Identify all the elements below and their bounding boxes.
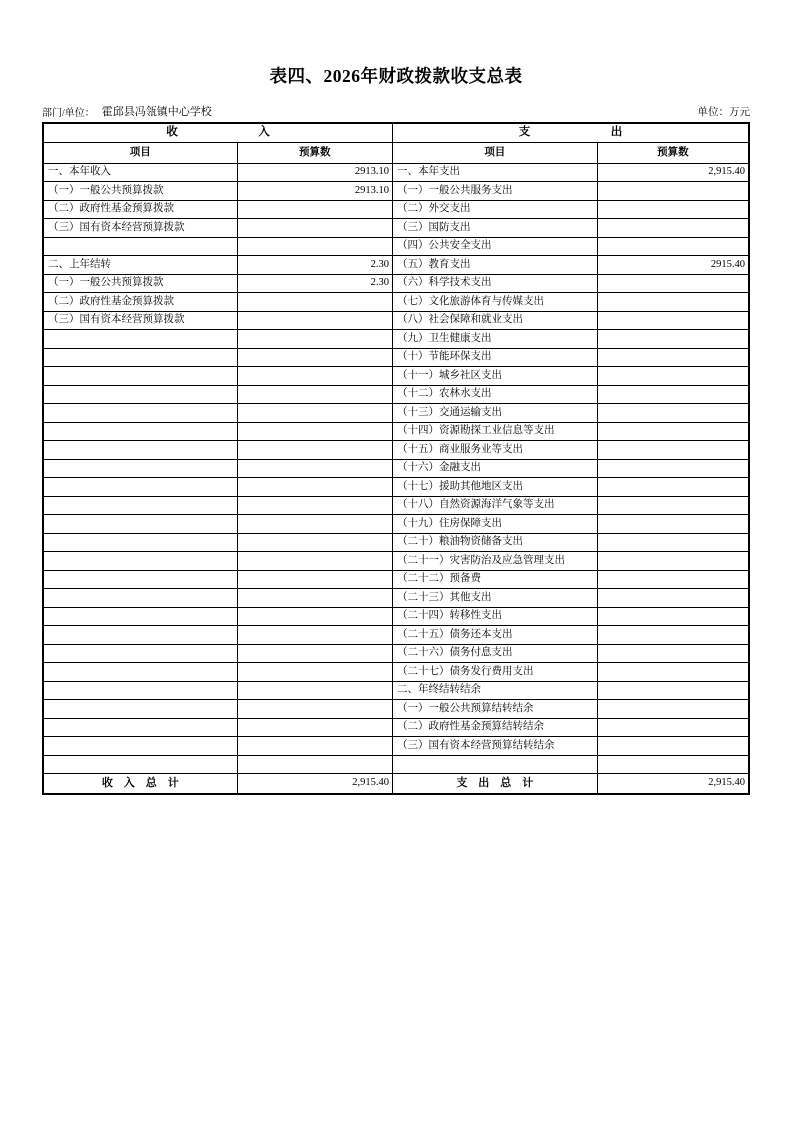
table-row — [43, 459, 749, 478]
table-row — [43, 274, 749, 293]
table-row — [43, 367, 749, 386]
income-item-cell: （三）国有资本经营预算拨款 — [43, 311, 237, 330]
income-budget-cell — [237, 348, 392, 367]
table-row — [43, 256, 749, 275]
table-row — [43, 552, 749, 571]
income-budget-cell — [237, 330, 392, 349]
income-budget-cell — [237, 441, 392, 460]
expense-item-cell: （十八）自然资源海洋气象等支出 — [392, 496, 597, 515]
table-row — [43, 663, 749, 682]
income-budget-cell — [237, 718, 392, 737]
table-row — [43, 570, 749, 589]
income-item-cell — [43, 607, 237, 626]
table-row — [43, 330, 749, 349]
income-item-cell — [43, 681, 237, 700]
page-title: 表四、2026年财政拨款收支总表 — [269, 66, 523, 86]
income-item-cell — [43, 570, 237, 589]
expense-item-cell: （二十六）债务付息支出 — [392, 644, 597, 663]
expense-budget-cell — [597, 626, 749, 645]
income-budget-cell — [237, 478, 392, 497]
expense-total-label: 支 出 总 计 — [392, 774, 597, 794]
income-budget-cell — [237, 459, 392, 478]
expense-item-cell: （十一）城乡社区支出 — [392, 367, 597, 386]
department-value: 霍邱县冯瓴镇中心学校 — [101, 106, 212, 118]
income-budget-cell — [237, 385, 392, 404]
meta-row — [42, 103, 750, 119]
expense-item-cell: （十）节能环保支出 — [392, 348, 597, 367]
income-item-cell: （二）政府性基金预算拨款 — [43, 200, 237, 219]
expense-item-cell — [392, 755, 597, 774]
income-item-cell — [43, 533, 237, 552]
expense-item-cell: （二十四）转移性支出 — [392, 607, 597, 626]
income-item-cell — [43, 422, 237, 441]
expense-budget-cell — [597, 219, 749, 238]
expense-budget-cell — [597, 478, 749, 497]
expense-budget-cell — [597, 348, 749, 367]
expense-budget-cell — [597, 644, 749, 663]
expense-item-cell: （二十）粮油物资储备支出 — [392, 533, 597, 552]
expense-budget-cell: 2,915.40 — [597, 163, 749, 182]
expense-item-cell: （十五）商业服务业等支出 — [392, 441, 597, 460]
expense-budget-cell — [597, 737, 749, 756]
income-budget-cell — [237, 496, 392, 515]
table-row — [43, 348, 749, 367]
income-item-cell: 一、本年收入 — [43, 163, 237, 182]
income-item-cell — [43, 496, 237, 515]
expense-budget-cell: 2915.40 — [597, 256, 749, 275]
income-item-cell: 二、上年结转 — [43, 256, 237, 275]
expense-budget-cell — [597, 755, 749, 774]
income-item-cell — [43, 700, 237, 719]
expense-budget-cell — [597, 441, 749, 460]
table-row — [43, 441, 749, 460]
income-budget-cell — [237, 644, 392, 663]
table-row — [43, 237, 749, 256]
expense-total-value: 2,915.40 — [597, 774, 749, 794]
income-item-cell — [43, 515, 237, 534]
income-item-cell — [43, 348, 237, 367]
expense-budget-cell — [597, 182, 749, 201]
expense-budget-cell — [597, 718, 749, 737]
column-header-row — [43, 142, 749, 163]
expense-budget-cell — [597, 385, 749, 404]
income-budget-cell — [237, 367, 392, 386]
income-item-cell — [43, 459, 237, 478]
income-budget-cell — [237, 533, 392, 552]
expense-item-cell: （八）社会保障和就业支出 — [392, 311, 597, 330]
expense-item-cell: （十三）交通运输支出 — [392, 404, 597, 423]
table-row — [43, 422, 749, 441]
expense-budget-cell — [597, 404, 749, 423]
income-item-cell — [43, 367, 237, 386]
income-item-cell — [43, 478, 237, 497]
income-item-cell: （一）一般公共预算拨款 — [43, 182, 237, 201]
income-item-cell — [43, 644, 237, 663]
expense-item-cell: （二十三）其他支出 — [392, 589, 597, 608]
total-row — [43, 774, 749, 794]
income-budget-cell — [237, 737, 392, 756]
expense-budget-cell — [597, 589, 749, 608]
department-label: 部门/单位： — [42, 108, 95, 119]
expense-budget-cell — [597, 533, 749, 552]
expense-budget-cell — [597, 293, 749, 312]
expense-budget-cell — [597, 311, 749, 330]
table-row — [43, 737, 749, 756]
income-budget-cell — [237, 552, 392, 571]
table-row — [43, 681, 749, 700]
expense-item-cell: （一）一般公共预算结转结余 — [392, 700, 597, 719]
expense-section-header: 支 出 — [392, 123, 749, 142]
expense-item-cell: （一）一般公共服务支出 — [392, 182, 597, 201]
budget-table — [42, 122, 750, 795]
expense-item-cell: （十二）农林水支出 — [392, 385, 597, 404]
expense-budget-cell — [597, 200, 749, 219]
income-budget-cell — [237, 589, 392, 608]
expense-budget-cell — [597, 496, 749, 515]
income-budget-cell — [237, 404, 392, 423]
expense-budget-cell — [597, 422, 749, 441]
table-row — [43, 607, 749, 626]
expense-budget-cell — [597, 681, 749, 700]
expense-budget-cell — [597, 274, 749, 293]
income-budget-cell — [237, 200, 392, 219]
table-footer — [43, 774, 749, 794]
expense-item-cell: （二十二）预备费 — [392, 570, 597, 589]
income-budget-cell — [237, 663, 392, 682]
income-budget-cell — [237, 311, 392, 330]
expense-item-cell: （四）公共安全支出 — [392, 237, 597, 256]
table-row — [43, 626, 749, 645]
income-item-cell — [43, 755, 237, 774]
expense-item-cell: （二十五）债务还本支出 — [392, 626, 597, 645]
section-header-row — [43, 123, 749, 142]
table-row — [43, 700, 749, 719]
expense-item-cell: （三）国有资本经营预算结转结余 — [392, 737, 597, 756]
income-item-cell — [43, 330, 237, 349]
table-row — [43, 219, 749, 238]
expense-item-cell: 一、本年支出 — [392, 163, 597, 182]
income-item-cell: （三）国有资本经营预算拨款 — [43, 219, 237, 238]
income-item-cell — [43, 718, 237, 737]
table-row — [43, 385, 749, 404]
income-item-cell — [43, 589, 237, 608]
table-row — [43, 755, 749, 774]
income-budget-cell: 2.30 — [237, 274, 392, 293]
expense-budget-cell — [597, 330, 749, 349]
expense-item-cell: （十六）金融支出 — [392, 459, 597, 478]
table-row — [43, 182, 749, 201]
expense-budget-cell — [597, 663, 749, 682]
income-budget-cell — [237, 607, 392, 626]
expense-item-cell: （十七）援助其他地区支出 — [392, 478, 597, 497]
income-total-label: 收 入 总 计 — [43, 774, 237, 794]
expense-item-cell: （二）外交支出 — [392, 200, 597, 219]
income-item-cell — [43, 441, 237, 460]
income-budget-cell: 2913.10 — [237, 163, 392, 182]
income-budget-cell — [237, 422, 392, 441]
expense-item-cell: （二）政府性基金预算结转结余 — [392, 718, 597, 737]
table-row — [43, 533, 749, 552]
table-row — [43, 478, 749, 497]
income-item-cell — [43, 237, 237, 256]
expense-budget-cell — [597, 515, 749, 534]
income-section-header: 收 入 — [43, 123, 392, 142]
income-item-cell — [43, 552, 237, 571]
expense-item-cell: （七）文化旅游体育与传媒支出 — [392, 293, 597, 312]
unit-label: 单位：万元 — [697, 107, 750, 118]
table-row — [43, 293, 749, 312]
income-item-cell: （二）政府性基金预算拨款 — [43, 293, 237, 312]
income-budget-cell — [237, 515, 392, 534]
expense-item-cell: （二十一）灾害防治及应急管理支出 — [392, 552, 597, 571]
expense-budget-cell — [597, 237, 749, 256]
table-row — [43, 589, 749, 608]
expense-budget-cell — [597, 700, 749, 719]
table-row — [43, 515, 749, 534]
income-item-cell — [43, 737, 237, 756]
expense-budget-cell — [597, 459, 749, 478]
income-item-cell — [43, 626, 237, 645]
expense-item-cell: （六）科学技术支出 — [392, 274, 597, 293]
table-row — [43, 718, 749, 737]
expense-item-cell: 二、年终结转结余 — [392, 681, 597, 700]
income-total-value: 2,915.40 — [237, 774, 392, 794]
income-item-column-header: 项目 — [43, 142, 237, 163]
table-row — [43, 404, 749, 423]
expense-budget-cell — [597, 552, 749, 571]
income-item-cell — [43, 385, 237, 404]
expense-item-cell: （五）教育支出 — [392, 256, 597, 275]
expense-budget-cell — [597, 570, 749, 589]
income-budget-cell: 2.30 — [237, 256, 392, 275]
income-budget-cell: 2913.10 — [237, 182, 392, 201]
expense-item-cell: （十九）住房保障支出 — [392, 515, 597, 534]
table-row — [43, 311, 749, 330]
table-row — [43, 496, 749, 515]
expense-item-cell: （九）卫生健康支出 — [392, 330, 597, 349]
table-row — [43, 644, 749, 663]
table-row — [43, 163, 749, 182]
income-budget-cell — [237, 700, 392, 719]
income-budget-cell — [237, 755, 392, 774]
income-item-cell — [43, 404, 237, 423]
expense-budget-column-header: 预算数 — [597, 142, 749, 163]
income-budget-cell — [237, 219, 392, 238]
income-item-cell: （一）一般公共预算拨款 — [43, 274, 237, 293]
department-line — [42, 103, 212, 119]
expense-item-cell: （十四）资源勘探工业信息等支出 — [392, 422, 597, 441]
table-header — [43, 123, 749, 163]
table-row — [43, 200, 749, 219]
income-budget-cell — [237, 570, 392, 589]
income-item-cell — [43, 663, 237, 682]
income-budget-cell — [237, 293, 392, 312]
income-budget-cell — [237, 681, 392, 700]
expense-budget-cell — [597, 607, 749, 626]
income-budget-cell — [237, 626, 392, 645]
income-budget-column-header: 预算数 — [237, 142, 392, 163]
expense-budget-cell — [597, 367, 749, 386]
expense-item-cell: （二十七）债务发行费用支出 — [392, 663, 597, 682]
expense-item-column-header: 项目 — [392, 142, 597, 163]
income-budget-cell — [237, 237, 392, 256]
table-body — [43, 163, 749, 774]
expense-item-cell: （三）国防支出 — [392, 219, 597, 238]
